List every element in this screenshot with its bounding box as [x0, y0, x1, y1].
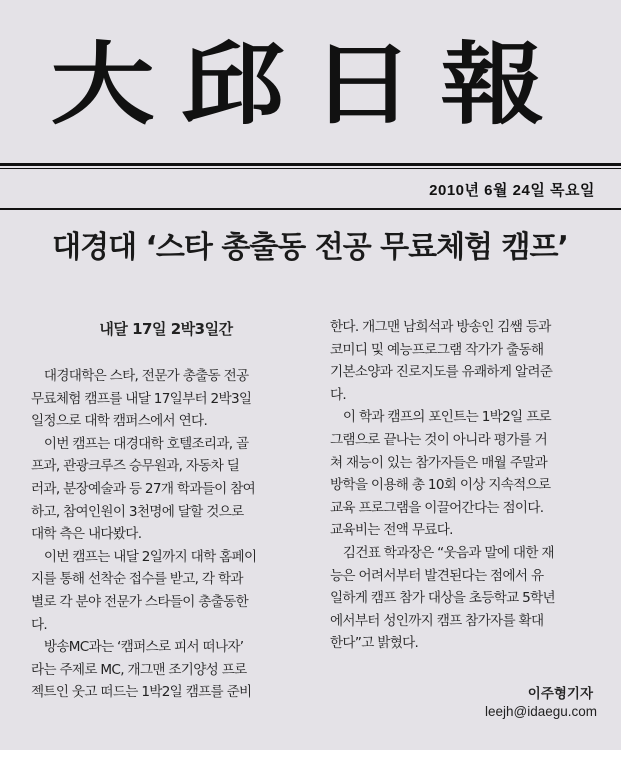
article-line: 방송MC과는 ‘캠퍼스로 피서 떠나자’	[31, 639, 244, 656]
article-line: 방학을 이용해 총 10회 이상 지속적으로	[330, 477, 551, 494]
article-line: 그램으로 끝나는 것이 아니라 평가를 거	[330, 431, 548, 448]
reporter-email: leejh@idaegu.com	[484, 704, 597, 719]
article-line: 젝트인 웃고 떠드는 1박2일 캠프를 준비	[31, 684, 252, 701]
scan-margin-right	[621, 0, 627, 758]
article-line: 쳐 재능이 있는 참가자들은 매월 주말과	[330, 454, 548, 471]
article-line: 한다”고 밝혔다.	[330, 635, 419, 652]
article-line: 일정으로 대학 캠퍼스에서 연다.	[31, 413, 208, 430]
article-line: 능은 어려서부터 발견된다는 점에서 유	[330, 567, 544, 584]
article-column-right	[330, 316, 606, 655]
article-line: 이번 캠프는 대경대학 호텔조리과, 골	[31, 435, 249, 452]
article-line: 이번 캠프는 내달 2일까지 대학 홈페이	[31, 548, 257, 565]
article-line: 라는 주제로 MC, 개그맨 조기양성 프로	[31, 661, 247, 678]
dateline-rule	[0, 208, 621, 210]
article-line: 교육 프로그램을 이끌어간다는 점이다.	[330, 499, 544, 516]
article-byline: 이주형기자	[527, 686, 593, 702]
article-line: 대학 측은 내다봤다.	[31, 526, 142, 543]
masthead-rule-thin	[0, 168, 621, 169]
publication-date: 2010년 6월 24일 목요일	[429, 182, 595, 199]
article-line: 한다. 개그맨 남희석과 방송인 김쌤 등과	[330, 319, 551, 335]
article-line: 교육비는 전액 무료다.	[330, 522, 453, 539]
article-line: 이 학과 캠프의 포인트는 1박2일 프로	[330, 409, 551, 426]
newspaper-logo: 大邱日報	[50, 31, 571, 138]
article-line: 무료체험 캠프를 내달 17일부터 2박3일	[31, 390, 252, 407]
article-line: 일하게 캠프 참가 대상을 초등학교 5학년	[330, 590, 555, 607]
article-subhead: 내달 17일 2박3일간	[99, 320, 233, 338]
article-line: 다.	[330, 386, 347, 403]
article-line: 별로 각 분야 전문가 스타들이 총출동한	[31, 593, 249, 610]
masthead-rule-top	[0, 163, 621, 166]
article-line: 에서부터 성인까지 캠프 참가자를 확대	[330, 612, 544, 629]
scan-margin-bottom	[0, 750, 627, 758]
article-line: 지를 통해 선착순 접수를 받고, 각 학과	[31, 571, 243, 588]
article-headline: 대경대 ‘스타 총출동 전공 무료체험 캠프’	[52, 230, 568, 265]
masthead	[0, 2, 621, 152]
article-line: 기본소양과 진로지도를 유쾌하게 알려준	[330, 364, 553, 381]
article-line: 러과, 분장예술과 등 27개 학과들이 참여	[31, 480, 256, 497]
article-line: 김건표 학과장은 “웃음과 말에 대한 재	[330, 544, 554, 561]
article-line: 프과, 관광크루즈 승무원과, 자동차 딜	[31, 458, 240, 475]
article-line: 대경대학은 스타, 전문가 총출동 전공	[31, 368, 249, 384]
article-line: 하고, 참여인원이 3천명에 달할 것으로	[31, 503, 244, 520]
article-line: 다.	[31, 616, 48, 633]
article-line: 코미디 및 예능프로그램 작가가 출동해	[330, 341, 544, 358]
article-column-left	[31, 365, 307, 704]
